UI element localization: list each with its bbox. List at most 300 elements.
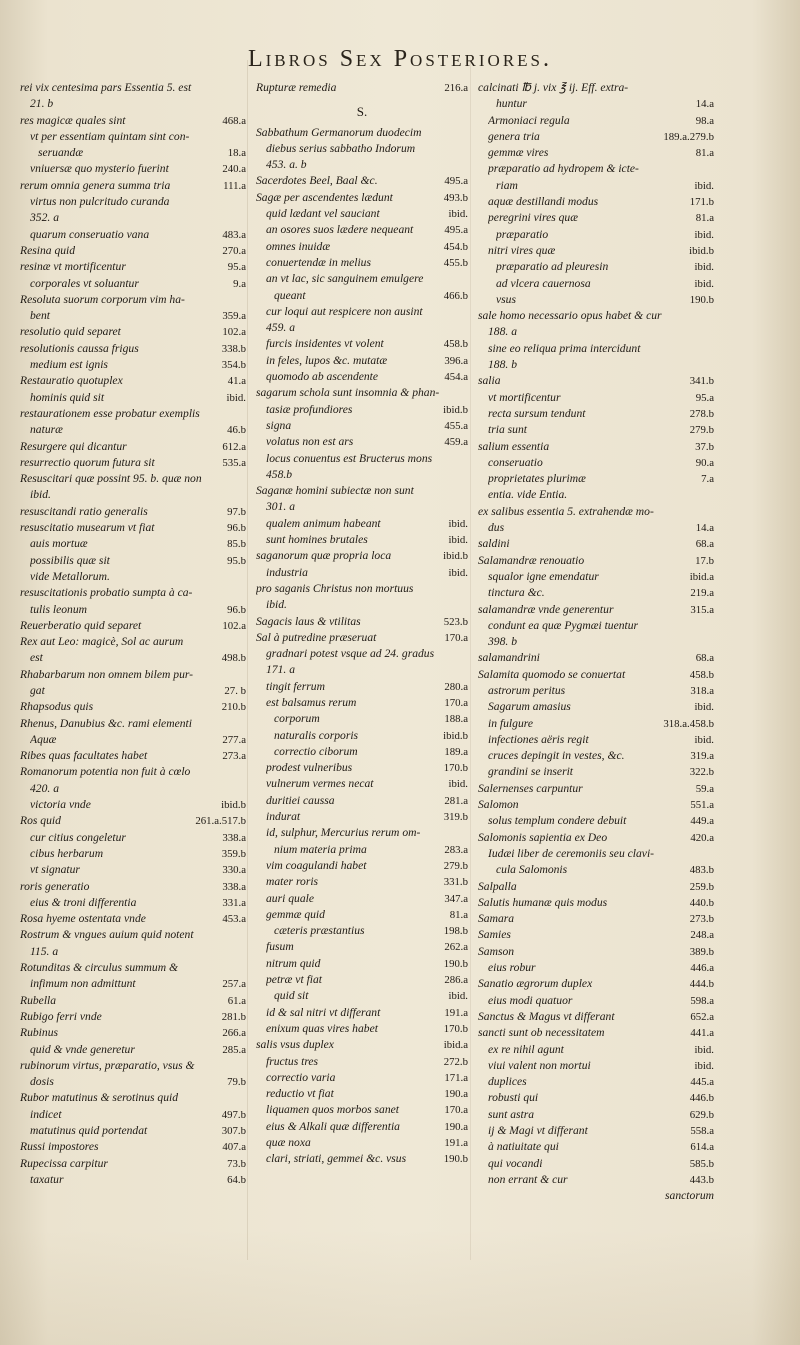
index-entry <box>20 1058 246 1074</box>
column-rule-left <box>247 60 248 1260</box>
entry-text: Rubella <box>20 993 57 1007</box>
entry-text: sagarum schola sunt insomnia & phan- <box>256 386 440 400</box>
index-entry <box>256 646 468 662</box>
index-entry <box>478 732 714 748</box>
entry-text: id & sal nitri vt differant <box>266 1005 381 1019</box>
entry-text: in fulgure <box>488 716 533 730</box>
page-reference: ibid. <box>448 990 468 1003</box>
entry-text: Rotunditas & circulus summum & <box>20 961 179 975</box>
entry-text: riam <box>496 178 518 192</box>
entry-text: Rubor matutinus & serotinus quid <box>20 1091 179 1105</box>
page-reference: 273.a <box>222 750 246 763</box>
index-entry <box>478 944 714 960</box>
entry-text: omnes inuidæ <box>266 239 331 253</box>
page-reference: 18.a <box>227 147 246 160</box>
index-entry <box>478 439 714 455</box>
entry-text: Sanatio ægrorum duplex <box>478 977 593 991</box>
index-entry <box>20 471 246 487</box>
index-entry <box>478 993 714 1009</box>
index-entry <box>478 911 714 927</box>
entry-text: cæteris præstantius <box>274 924 365 938</box>
index-entry <box>20 846 246 862</box>
index-entry <box>20 667 246 683</box>
page-reference: 652.a <box>690 1010 714 1023</box>
page-reference: 261.a.517.b <box>195 815 246 828</box>
index-entry <box>478 357 714 373</box>
index-entry <box>20 960 246 976</box>
index-entry <box>478 194 714 210</box>
entry-text: prodest vulneribus <box>266 761 353 775</box>
page-reference: 453.a <box>222 913 246 926</box>
page-reference: ibid. <box>448 517 468 530</box>
entry-text: proprietates plurimæ <box>488 472 586 486</box>
entry-text: cur loqui aut respicere non ausint <box>266 304 423 318</box>
index-entry <box>478 764 714 780</box>
entry-text: petræ vt fiat <box>266 973 323 987</box>
index-entry <box>256 499 468 515</box>
entry-text: correctio ciborum <box>274 744 358 758</box>
index-entry <box>20 797 246 813</box>
page-reference: 318.a.458.b <box>663 717 714 730</box>
page-reference: 79.b <box>227 1076 246 1089</box>
page-reference: 319.b <box>443 811 468 824</box>
page-reference: 46.b <box>227 424 246 437</box>
index-entry <box>256 222 468 238</box>
page-reference: 73.b <box>227 1157 246 1170</box>
entry-text: duplices <box>488 1075 527 1089</box>
entry-text: robusti qui <box>488 1091 539 1105</box>
page-reference: 240.a <box>222 163 246 176</box>
entry-text: an vt lac, sic sanguinem emulgere <box>266 272 424 286</box>
page-reference: 359.a <box>222 310 246 323</box>
entry-text: genera tria <box>488 129 540 143</box>
entry-text: vulnerum vermes necat <box>266 777 374 791</box>
page-reference: 81.a <box>695 147 714 160</box>
page-reference: 97.b <box>227 505 246 518</box>
entry-text: est <box>30 651 43 665</box>
index-entry <box>478 879 714 895</box>
page-reference: 170.b <box>443 762 468 775</box>
index-entry <box>256 548 468 564</box>
entry-text: nitri vires quæ <box>488 243 556 257</box>
entry-text: reductio vt fiat <box>266 1087 334 1101</box>
page-reference: 279.b <box>689 424 714 437</box>
index-entry <box>20 1156 246 1172</box>
index-entry <box>20 699 246 715</box>
index-entry <box>256 760 468 776</box>
page-reference: 497.b <box>221 1108 246 1121</box>
page-reference: ibid.b <box>221 799 246 812</box>
index-entry <box>20 569 246 585</box>
page-reference: ibid.a <box>689 570 714 583</box>
page-reference: ibid. <box>226 391 246 404</box>
index-entry <box>256 1037 468 1053</box>
page-reference: 498.b <box>221 652 246 665</box>
entry-text: Salomon <box>478 798 519 812</box>
index-entry <box>256 825 468 841</box>
entry-text: Rostrum & vngues auium quid notent <box>20 928 194 942</box>
entry-text: Salomonis sapientia ex Deo <box>478 830 608 844</box>
entry-text: sancti sunt ob necessitatem <box>478 1026 605 1040</box>
entry-text: vsus <box>496 292 516 306</box>
index-entry <box>20 944 246 960</box>
page-reference: 483.a <box>222 228 246 241</box>
index-entry <box>478 308 714 324</box>
entry-text: 458.b <box>266 467 293 481</box>
index-entry <box>256 206 468 222</box>
page-reference: 458.b <box>443 338 468 351</box>
index-entry <box>256 988 468 1004</box>
section-letter-heading: S. <box>356 104 368 120</box>
index-entry <box>478 1074 714 1090</box>
page-reference: ibid.b <box>443 729 468 742</box>
page-reference: 330.a <box>222 864 246 877</box>
index-entry <box>20 911 246 927</box>
page-reference: 270.a <box>222 244 246 257</box>
index-entry <box>20 390 246 406</box>
entry-text: volatus non est ars <box>266 435 354 449</box>
index-entry <box>20 993 246 1009</box>
entry-text: rubinorum virtus, præparatio, vsus & <box>20 1058 195 1072</box>
index-entry <box>478 341 714 357</box>
entry-text: Russi impostores <box>20 1140 99 1154</box>
page-reference: 585.b <box>689 1157 714 1170</box>
entry-text: tinctura &c. <box>488 586 545 600</box>
index-entry <box>256 516 468 532</box>
page-reference: 96.b <box>227 603 246 616</box>
page-reference: 188.a <box>444 713 468 726</box>
entry-text: tasiæ profundiores <box>266 402 353 416</box>
entry-text: squalor igne emendatur <box>488 569 599 583</box>
entry-text: Restauratio quotuplex <box>20 374 123 388</box>
index-entry <box>478 324 714 340</box>
page-reference: 9.a <box>233 277 246 290</box>
index-entry <box>256 369 468 385</box>
index-entry <box>478 699 714 715</box>
entry-text: salamandræ vnde generentur <box>478 602 614 616</box>
page-reference: 189.a <box>444 745 468 758</box>
entry-text: Resina quid <box>20 243 76 257</box>
entry-text: Romanorum potentia non fuit à cœlo <box>20 765 191 779</box>
entry-text: Sagarum amasius <box>488 700 571 714</box>
index-entry <box>478 650 714 666</box>
entry-text: Rex aut Leo: magicè, Sol ac aurum <box>20 635 184 649</box>
page-reference: 444.b <box>689 978 714 991</box>
index-entry <box>478 748 714 764</box>
page-reference: 219.a <box>690 587 714 600</box>
entry-text: quæ noxa <box>266 1136 311 1149</box>
page-reference: 96.b <box>227 522 246 535</box>
page-reference: 441.a <box>690 1027 714 1040</box>
index-entry <box>256 581 468 597</box>
entry-text: cur citius congeletur <box>30 830 126 844</box>
index-entry <box>20 178 246 194</box>
page-reference: 102.a <box>222 326 246 339</box>
entry-text: cula Salomonis <box>496 863 568 877</box>
page-reference: 41.a <box>227 375 246 388</box>
entry-text: est balsamus rerum <box>266 695 357 709</box>
entry-text: cibus herbarum <box>30 846 104 860</box>
page-reference: ibid. <box>694 228 714 241</box>
entry-text: fructus tres <box>266 1054 319 1068</box>
page-reference: 468.a <box>222 114 246 127</box>
index-entry <box>20 1009 246 1025</box>
page-reference: ibid.b <box>443 550 468 563</box>
entry-text: auis mortuæ <box>30 537 88 551</box>
entry-text: pro saganis Christus non mortuus <box>256 581 414 595</box>
page-reference: 95.a <box>227 261 246 274</box>
index-entry <box>478 504 714 520</box>
index-entry <box>478 1107 714 1123</box>
entry-text: 171. a <box>266 663 295 677</box>
index-entry <box>20 927 246 943</box>
index-entry <box>478 210 714 226</box>
index-entry <box>20 1172 246 1188</box>
page-reference: 90.a <box>695 456 714 469</box>
entry-text: quid sit <box>274 989 309 1003</box>
index-entry <box>478 976 714 992</box>
index-entry <box>20 129 246 145</box>
index-entry <box>256 923 468 939</box>
index-entry <box>478 373 714 389</box>
index-entry <box>256 630 468 646</box>
page-reference: ibid. <box>448 534 468 547</box>
index-entry <box>256 320 468 336</box>
entry-text: gat <box>30 683 45 697</box>
index-entry <box>256 418 468 434</box>
index-entry <box>20 113 246 129</box>
page-reference: 37.b <box>695 440 714 453</box>
index-entry <box>20 830 246 846</box>
page-reference: 102.a <box>222 619 246 632</box>
entry-text: tingit ferrum <box>266 679 325 693</box>
entry-text: Salernenses carpuntur <box>478 781 583 795</box>
index-entry <box>478 96 714 112</box>
index-column-3 <box>478 80 714 1204</box>
page-reference: 315.a <box>690 603 714 616</box>
index-entry <box>478 520 714 536</box>
entry-text: Sagæ per ascendentes lædunt <box>256 190 393 204</box>
page-reference: ibid. <box>694 179 714 192</box>
entry-text: quid & vnde generetur <box>30 1042 135 1056</box>
page-reference: 191.a <box>444 1137 468 1149</box>
index-entry <box>256 891 468 907</box>
index-entry <box>256 402 468 418</box>
page-reference: 341.b <box>689 375 714 388</box>
index-entry <box>478 667 714 683</box>
entry-text: taxatur <box>30 1172 64 1186</box>
entry-text: Samies <box>478 928 511 942</box>
entry-text: vt signatur <box>30 863 80 877</box>
page-reference: 420.a <box>690 831 714 844</box>
index-column-1 <box>20 80 246 1188</box>
index-entry <box>256 141 468 157</box>
page-reference: 331.a <box>222 896 246 909</box>
entry-text: ij & Magi vt differant <box>488 1124 588 1137</box>
entry-text: Ribes quas facultates habet <box>20 749 148 763</box>
index-entry <box>256 157 468 173</box>
page-reference: 338.a <box>222 831 246 844</box>
entry-text: præparatio <box>496 227 549 241</box>
entry-text: eius robur <box>488 961 536 975</box>
entry-text: indurat <box>266 810 301 824</box>
index-entry <box>256 1135 468 1151</box>
index-entry <box>20 1074 246 1090</box>
entry-text: gradnari potest vsque ad 24. gradus <box>266 647 435 661</box>
index-entry <box>256 793 468 809</box>
index-entry <box>20 1042 246 1058</box>
entry-text: Reuerberatio quid separet <box>20 618 142 632</box>
entry-text: eius & Alkali quæ differentia <box>266 1119 400 1133</box>
page-reference: 614.a <box>690 1141 714 1154</box>
page-reference: 81.a <box>449 908 468 921</box>
page-reference: 483.b <box>689 864 714 877</box>
page-reference: 458.b <box>689 668 714 681</box>
entry-text: viui valent non mortui <box>488 1058 591 1072</box>
index-entry <box>256 336 468 352</box>
entry-text: bent <box>30 309 50 323</box>
index-entry <box>478 1009 714 1025</box>
index-entry <box>256 125 468 141</box>
index-entry <box>478 406 714 422</box>
page-reference: 170.a <box>444 1104 468 1117</box>
page-reference: 396.a <box>444 354 468 367</box>
page-reference: 216.a <box>444 82 468 94</box>
index-entry <box>478 553 714 569</box>
page-reference: 446.a <box>690 962 714 975</box>
page-reference: 95.b <box>227 554 246 567</box>
entry-text: 459. a <box>266 321 295 335</box>
entry-text: qui vocandi <box>488 1156 543 1170</box>
entry-text: enixum quas vires habet <box>266 1021 378 1035</box>
index-entry <box>256 744 468 760</box>
page-reference: 189.a.279.b <box>663 130 714 143</box>
entry-text: calcinati ℔ j. vix ℥ ij. Eff. extra- <box>478 81 629 94</box>
index-entry <box>478 422 714 438</box>
page-reference: 281.b <box>221 1010 246 1023</box>
page-reference: 27. b <box>224 684 246 697</box>
entry-text: in feles, lupos &c. mutatæ <box>266 353 388 367</box>
entry-text: naturalis corporis <box>274 728 359 742</box>
index-entry <box>256 1054 468 1070</box>
entry-text: Salutis humanæ quis modus <box>478 895 608 909</box>
entry-text: eius & troni differentia <box>30 895 137 909</box>
index-entry <box>256 451 468 467</box>
entry-text: medium est ignis <box>30 358 108 372</box>
index-entry <box>478 846 714 862</box>
entry-text: signa <box>266 418 292 432</box>
entry-text: 115. a <box>30 944 59 958</box>
entry-text: ex re nihil agunt <box>488 1042 564 1056</box>
index-entry <box>20 862 246 878</box>
index-entry <box>20 292 246 308</box>
index-entry <box>256 956 468 972</box>
page-reference: ibid. <box>448 208 468 221</box>
page-reference: ibid.a <box>443 1039 468 1052</box>
entry-text: resuscitatio musearum vt fiat <box>20 521 155 535</box>
entry-text: quarum conseruatio vana <box>30 227 150 241</box>
index-entry <box>256 239 468 255</box>
page-reference: 286.a <box>444 974 468 987</box>
entry-text: salamandrini <box>478 651 540 665</box>
entry-text: infimum non admittunt <box>30 977 136 991</box>
entry-text: Iudæi liber de ceremoniis seu clavi- <box>488 846 655 860</box>
index-entry <box>478 585 714 601</box>
index-entry <box>20 357 246 373</box>
index-entry <box>20 732 246 748</box>
index-entry <box>478 129 714 145</box>
index-entry <box>256 776 468 792</box>
page-reference: 338.b <box>221 342 246 355</box>
index-entry <box>20 1107 246 1123</box>
index-entry <box>20 879 246 895</box>
index-entry <box>256 304 468 320</box>
entry-text: Rubinus <box>20 1026 59 1040</box>
index-entry <box>256 483 468 499</box>
index-entry <box>20 618 246 634</box>
index-entry <box>256 467 468 483</box>
page-reference: 449.a <box>690 815 714 828</box>
index-entry <box>256 271 468 287</box>
index-entry <box>478 178 714 194</box>
index-entry <box>20 276 246 292</box>
entry-text: 188. a <box>488 325 517 339</box>
index-entry <box>256 80 468 96</box>
page-reference: ibid. <box>448 566 468 579</box>
page-reference: 440.b <box>689 896 714 909</box>
entry-text: 301. a <box>266 500 295 514</box>
entry-text: auri quale <box>266 891 314 905</box>
entry-text: Sagacis laus & vtilitas <box>256 614 361 628</box>
entry-text: eius modi quatuor <box>488 993 573 1007</box>
entry-text: salis vsus duplex <box>256 1038 334 1052</box>
entry-text: dus <box>488 521 505 535</box>
entry-text: gemmæ vires <box>488 146 549 160</box>
index-entry <box>20 781 246 797</box>
entry-text: resuscitationis probatio sumpta à ca- <box>20 586 193 600</box>
entry-text: vt mortificentur <box>488 390 561 404</box>
entry-text: quomodo ab ascendente <box>266 370 379 384</box>
page-reference: 283.a <box>444 843 468 856</box>
index-entry <box>256 1070 468 1086</box>
index-entry <box>478 1058 714 1074</box>
entry-text: cruces depingit in vestes, &c. <box>488 749 625 763</box>
index-entry <box>478 1139 714 1155</box>
entry-text: sine eo reliqua prima intercidunt <box>488 341 641 355</box>
index-entry <box>256 173 468 189</box>
index-entry <box>256 1151 468 1167</box>
index-entry <box>20 259 246 275</box>
index-entry <box>20 716 246 732</box>
index-entry <box>256 679 468 695</box>
entry-text: clari, striati, gemmei &c. vsus <box>266 1152 407 1166</box>
page-reference: 407.a <box>222 1141 246 1154</box>
page-reference: 629.b <box>689 1108 714 1121</box>
entry-text: id, sulphur, Mercurius rerum om- <box>266 826 421 840</box>
page-reference: 551.a <box>690 799 714 812</box>
page-reference: 171.b <box>689 196 714 209</box>
entry-text: ibid. <box>266 598 287 612</box>
page-reference: ibid. <box>694 277 714 290</box>
page-reference: 198.b <box>443 925 468 938</box>
page-tone <box>0 1230 800 1345</box>
entry-text: 453. a. b <box>266 158 307 172</box>
index-entry <box>478 1090 714 1106</box>
entry-text: Ros quid <box>20 814 61 828</box>
entry-text: resolutionis caussa frigus <box>20 341 139 355</box>
entry-text: rerum omnia genera summa tria <box>20 178 171 192</box>
page-reference: 262.a <box>444 941 468 954</box>
